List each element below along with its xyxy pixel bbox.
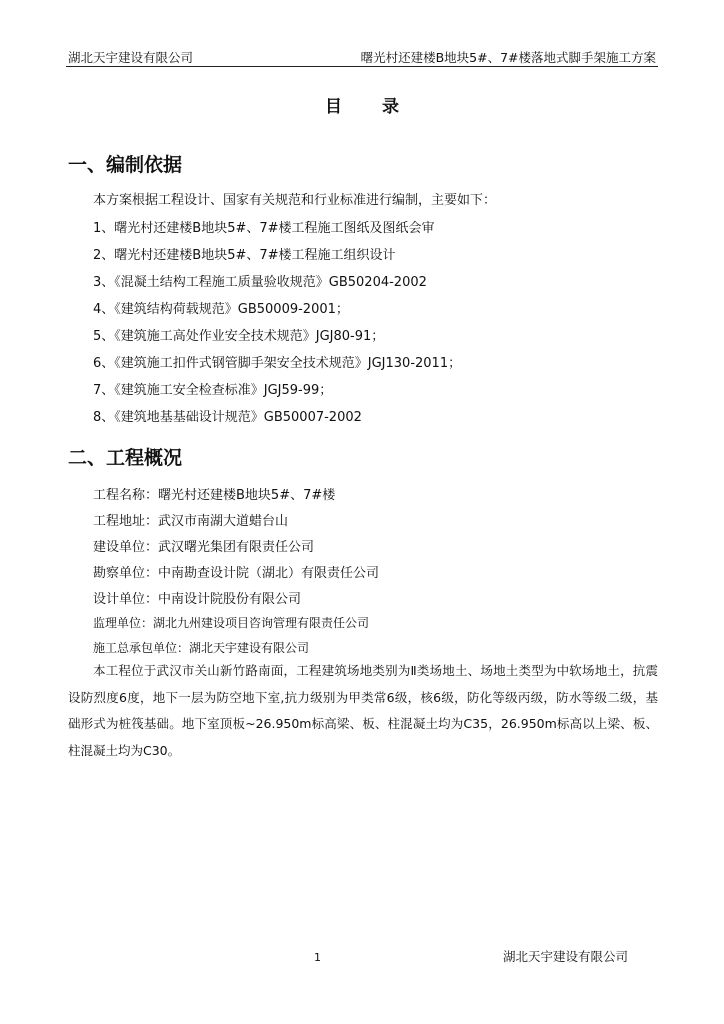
project-name: 工程名称：曙光村还建楼B地块5#、7#楼 xyxy=(93,488,336,503)
general-contractor: 施工总承包单位：湖北天宇建设有限公司 xyxy=(93,641,310,655)
basis-item: 2、曙光村还建楼B地块5#、7#楼工程施工组织设计 xyxy=(93,248,396,263)
design-unit: 设计单位：中南设计院股份有限公司 xyxy=(93,592,302,607)
basis-item: 7、《建筑施工安全检查标准》JGJ59-99； xyxy=(93,383,333,398)
basis-item: 4、《建筑结构荷载规范》GB50009-2001； xyxy=(93,302,349,317)
header-project-title: 曙光村还建楼B地块5#、7#楼落地式脚手架施工方案 xyxy=(360,50,656,65)
section-heading-overview: 二、工程概况 xyxy=(68,447,183,469)
project-address: 工程地址：武汉市南湖大道蜡台山 xyxy=(93,514,289,529)
basis-item: 1、曙光村还建楼B地块5#、7#楼工程施工图纸及图纸会审 xyxy=(93,221,435,236)
basis-item: 3、《混凝土结构工程施工质量验收规范》GB50204-2002 xyxy=(93,275,427,290)
survey-unit: 勘察单位：中南勘查设计院（湖北）有限责任公司 xyxy=(93,566,380,581)
footer-company: 湖北天宇建设有限公司 xyxy=(503,949,629,964)
basis-item: 5、《建筑施工高处作业安全技术规范》JGJ80-91； xyxy=(93,329,385,344)
header-divider xyxy=(66,66,658,67)
toc-title: 目录 xyxy=(325,97,439,117)
supervision-unit: 监理单位：湖北九州建设项目咨询管理有限责任公司 xyxy=(93,616,370,630)
section-heading-basis: 一、编制依据 xyxy=(68,154,183,176)
basis-item: 6、《建筑施工扣件式钢管脚手架安全技术规范》JGJ130-2011； xyxy=(93,356,462,371)
owner-unit: 建设单位：武汉曙光集团有限责任公司 xyxy=(93,540,315,555)
page-number: 1 xyxy=(314,951,321,964)
basis-intro: 本方案根据工程设计、国家有关规范和行业标准进行编制，主要如下： xyxy=(93,193,497,208)
basis-item: 8、《建筑地基基础设计规范》GB50007-2002 xyxy=(93,410,362,425)
header-company: 湖北天宇建设有限公司 xyxy=(68,50,194,65)
overview-paragraph: 本工程位于武汉市关山新竹路南面，工程建筑场地类别为Ⅱ类场地土、场地土类型为中软场地土，抗震设防烈度6度，地下一层为防空地下室,抗力级别为甲类常6级，核6级，防化等级丙级，防水等级二级，基础形式为桩筏基础。地下室顶板~26.950m标高梁、板、柱混凝土均为C35，26.950m标高以上梁、板、柱混凝土均为C30。 xyxy=(68,663,658,758)
